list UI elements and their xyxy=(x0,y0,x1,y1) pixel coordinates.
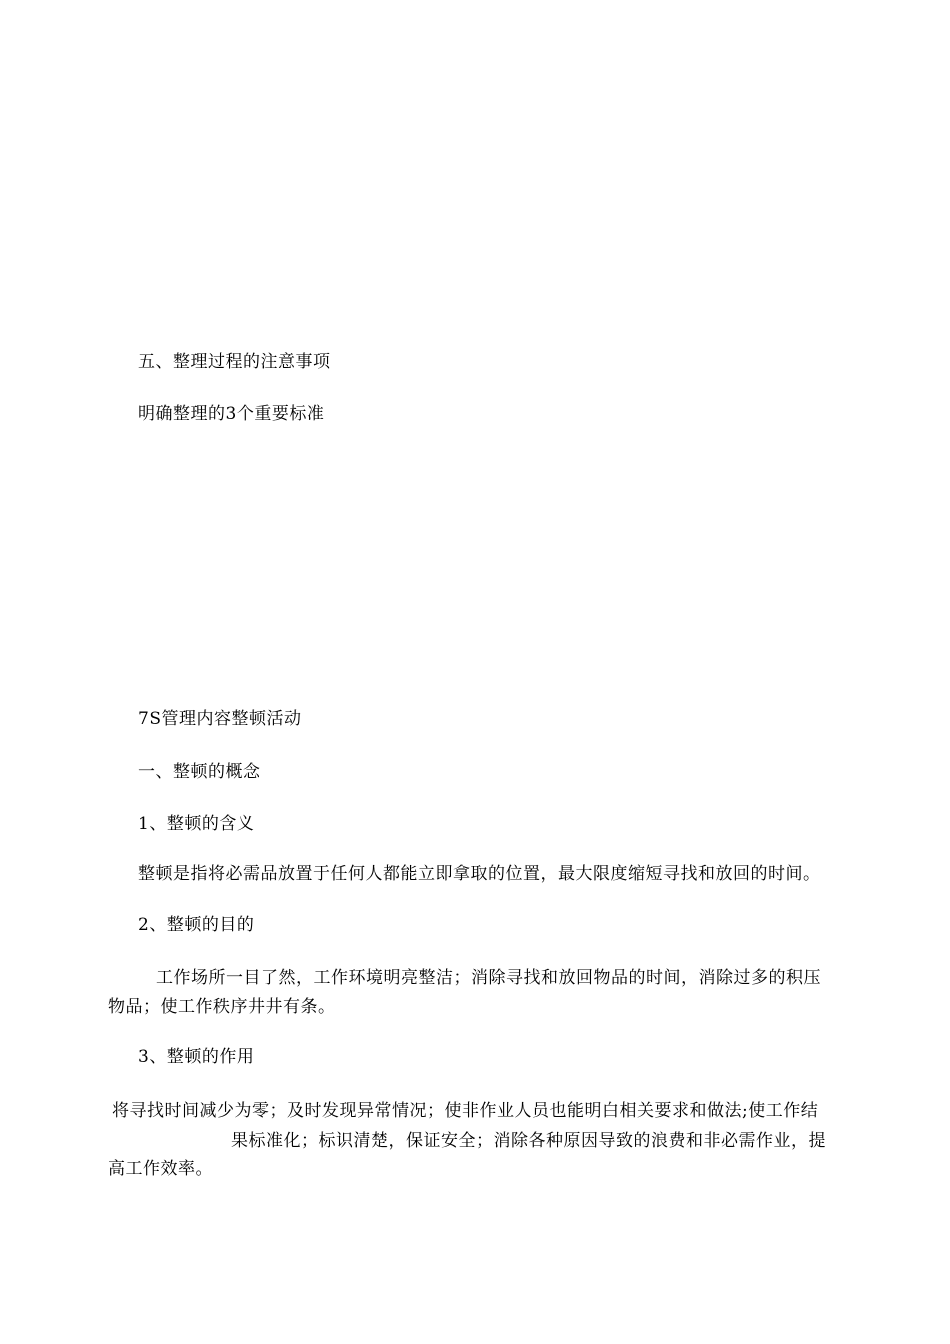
item-3-body-line-3: 高工作效率。 xyxy=(108,1159,213,1179)
item-1-heading: 1、整顿的含义 xyxy=(138,814,255,834)
item-2-heading: 2、整顿的目的 xyxy=(138,915,255,935)
item-2-body-line-1: 工作场所一目了然，工作环境明亮整洁；消除寻找和放回物品的时间，消除过多的积压 xyxy=(156,968,821,988)
section-1-heading: 一、整顿的概念 xyxy=(138,762,261,782)
item-3-body-line-1: 将寻找时间减少为零；及时发现异常情况；使非作业人员也能明白相关要求和做法;使工作结 xyxy=(112,1101,819,1121)
item-1-body: 整顿是指将必需品放置于任何人都能立即拿取的位置，最大限度缩短寻找和放回的时间。 xyxy=(138,864,821,884)
section-5-heading: 五、整理过程的注意事项 xyxy=(138,352,331,372)
item-3-body-line-2: 果标准化；标识清楚，保证安全；消除各种原因导致的浪费和非必需作业，提 xyxy=(231,1131,826,1151)
chapter-title: 7S管理内容整顿活动 xyxy=(138,709,302,729)
item-2-body-line-2: 物品；使工作秩序井井有条。 xyxy=(108,997,336,1017)
section-5-subheading: 明确整理的3个重要标准 xyxy=(138,404,325,424)
item-3-heading: 3、整顿的作用 xyxy=(138,1047,255,1067)
